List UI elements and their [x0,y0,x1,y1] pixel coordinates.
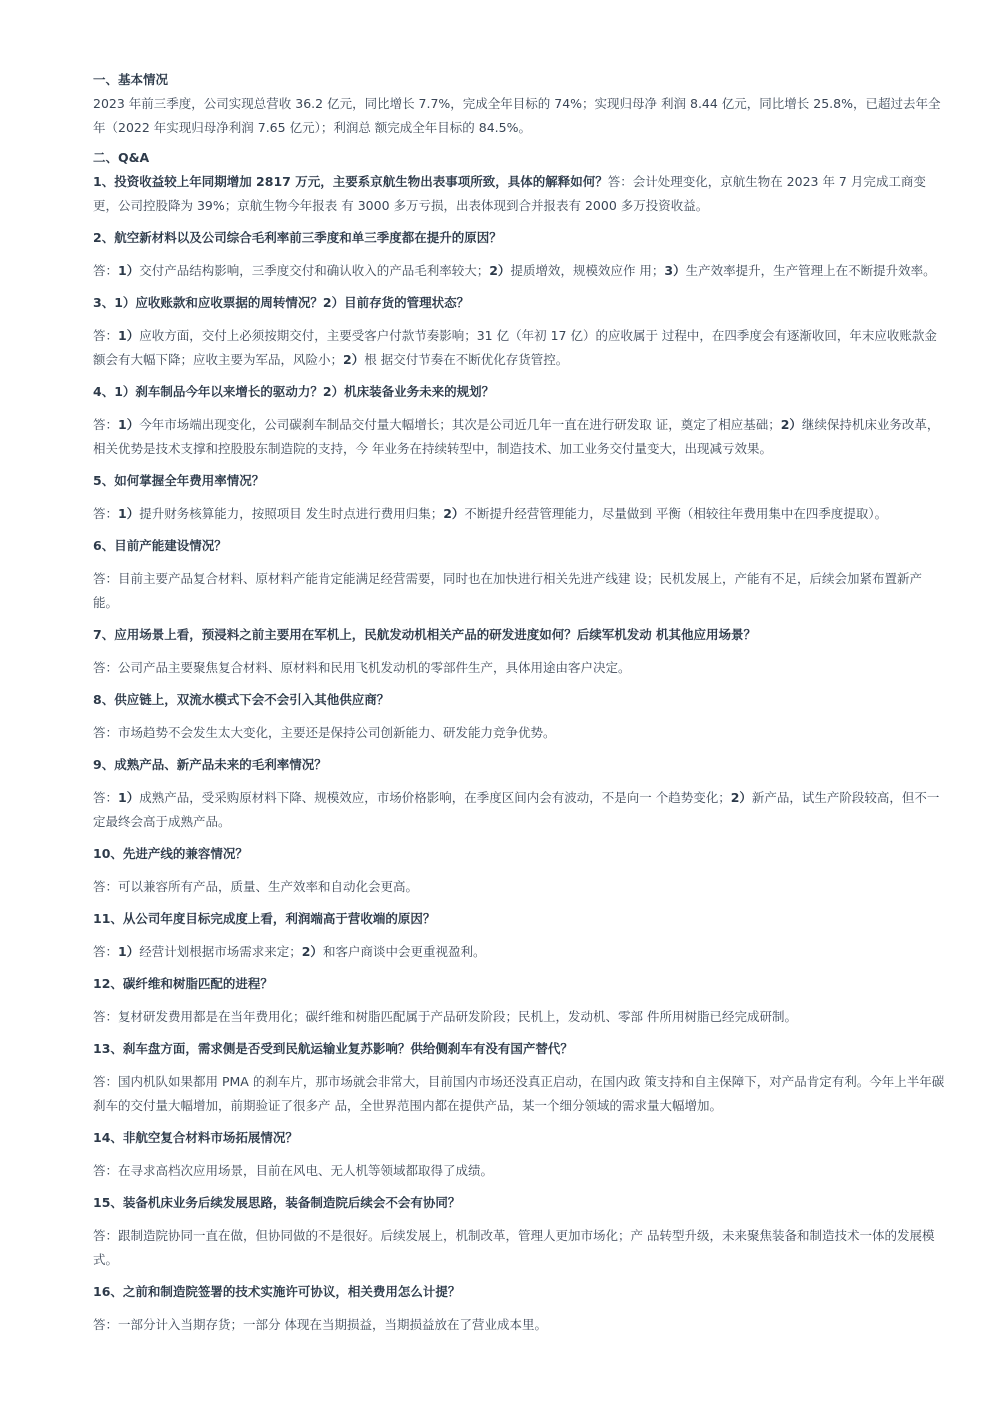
answer-prefix: 答： [93,263,119,278]
answer-10: 答：可以兼容所有产品，质量、生产效率和自动化会更高。 [93,879,419,894]
answer-text: 提质增效，规模效应作 用； [510,263,665,278]
point-marker: 2） [489,263,511,278]
basic-info-paragraph: 2023 年前三季度，公司实现总营收 36.2 亿元，同比增长 7.7%，完成全年目标的 74%；实现归母净 利润 8.44 亿元，同比增长 25.8%，已超过去年全年（2022 年实现归母净利润 7.65 亿元）；利润总 额完成全年目标的 84.5%。 [93,96,941,135]
answer-text: 继续保持机床业务改革，相关优势是技术支撑和控股股东制造院的支持，今 年业务在持续转型中，制造技术、加工业务交付量变大，出现减亏效果。 [93,417,940,456]
section-heading-qa: 二、Q&A [93,150,150,165]
answer-2 [93,259,945,283]
point-marker: 3） [664,263,686,278]
answer-11 [93,940,945,964]
question-4: 4、1）刹车制品今年以来增长的驱动力？2）机床装备业务未来的规划？ [93,384,495,399]
answer-7: 答：公司产品主要聚焦复合材料、原材料和民用飞机发动机的零部件生产，具体用途由客户决定。 [93,660,631,675]
answer-prefix: 答： [93,328,119,343]
point-marker: 1） [118,263,140,278]
point-marker: 2） [730,790,752,805]
answer-text: 不断提升经营管理能力，尽量做到 平衡（相较往年费用集中在四季度提取）。 [464,506,888,521]
question-12: 12、碳纤维和树脂匹配的进程？ [93,976,273,991]
answer-text: 经营计划根据市场需求来定； [139,944,302,959]
answer-text: 应收方面，交付上必须按期交付，主要受客户付款节奏影响；31 亿（年初 17 亿）的应收属于 过程中，在四季度会有逐渐收回，年末应收账款金额会有大幅下降；应收主要为军品，风险小； [93,328,937,367]
question-1: 1、投资收益较上年同期增加 2817 万元，主要系京航生物出表事项所致，具体的解释如何？ [93,174,608,189]
question-15: 15、装备机床业务后续发展思路，装备制造院后续会不会有协同？ [93,1195,461,1210]
question-6: 6、目前产能建设情况？ [93,538,227,553]
question-16: 16、之前和制造院签署的技术实施许可协议，相关费用怎么计提？ [93,1284,461,1299]
point-marker: 1） [118,328,140,343]
question-5: 5、如何掌握全年费用率情况？ [93,473,265,488]
question-9: 9、成熟产品、新产品未来的毛利率情况？ [93,757,327,772]
section-heading-basic: 一、基本情况 [93,72,169,87]
answer-14: 答：在寻求高档次应用场景，目前在风电、无人机等领域都取得了成绩。 [93,1163,494,1178]
answer-text: 交付产品结构影响，三季度交付和确认收入的产品毛利率较大； [139,263,490,278]
question-14: 14、非航空复合材料市场拓展情况？ [93,1130,298,1145]
point-marker: 2） [301,944,323,959]
point-marker: 1） [118,944,140,959]
question-10: 10、先进产线的兼容情况？ [93,846,248,861]
answer-text: 根 据交付节奏在不断优化存货管控。 [364,352,569,367]
document-page [93,68,945,1337]
point-marker: 2） [443,506,465,521]
answer-5 [93,502,945,526]
answer-text: 提升财务核算能力，按照项目 发生时点进行费用归集； [139,506,444,521]
point-marker: 1） [118,790,140,805]
answer-13: 答：国内机队如果都用 PMA 的刹车片，那市场就会非常大，目前国内市场还没真正启动，在国内政 策支持和自主保障下，对产品肯定有利。今年上半年碳刹车的交付量大幅增加，前期验证了很多产 品，全世界范围内都在提供产品，某一个细分领域的需求量大幅增加。 [93,1074,945,1113]
point-marker: 1） [118,506,140,521]
answer-text: 和客户商谈中会更重视盈利。 [322,944,486,959]
answer-prefix: 答： [93,417,119,432]
question-8: 8、供应链上，双流水模式下会不会引入其他供应商？ [93,692,390,707]
point-marker: 2） [343,352,365,367]
answer-9 [93,786,945,834]
answer-prefix: 答： [93,790,119,805]
answer-text: 今年市场端出现变化，公司碳刹车制品交付量大幅增长；其次是公司近几年一直在进行研发取 证，奠定了相应基础； [139,417,781,432]
point-marker: 1） [118,417,140,432]
answer-4 [93,413,945,461]
question-13: 13、刹车盘方面，需求侧是否受到民航运输业复苏影响？供给侧刹车有没有国产替代？ [93,1041,573,1056]
answer-12: 答：复材研发费用都是在当年费用化；碳纤维和树脂匹配属于产品研发阶段；民机上，发动机、零部 件所用树脂已经完成研制。 [93,1009,797,1024]
answer-text: 生产效率提升，生产管理上在不断提升效率。 [685,263,936,278]
question-3: 3、1）应收账款和应收票据的周转情况？2）目前存货的管理状态？ [93,295,470,310]
answer-text: 新产品，试生产阶段较高，但不一定最终会高于成熟产品。 [93,790,940,829]
answer-6: 答：目前主要产品复合材料、原材料产能肯定能满足经营需要，同时也在加快进行相关先进产线建 设；民机发展上，产能有不足，后续会加紧布置新产能。 [93,571,922,610]
answer-prefix: 答： [93,944,119,959]
answer-8: 答：市场趋势不会发生太大变化，主要还是保持公司创新能力、研发能力竞争优势。 [93,725,556,740]
answer-1: 答：会计处理变化，京航生物在 2023 年 7 月完成工商变更，公司控股降为 39%；京航生物今年报表 有 3000 多万亏损，出表体现到合并报表有 2000 多万投资收益。 [93,174,926,213]
answer-3 [93,324,945,372]
point-marker: 2） [780,417,802,432]
answer-prefix: 答： [93,506,119,521]
question-7: 7、应用场景上看，预浸料之前主要用在军机上，民航发动机相关产品的研发进度如何？后续军机发动 机其他应用场景？ [93,627,757,642]
question-2: 2、航空新材料以及公司综合毛利率前三季度和单三季度都在提升的原因？ [93,230,502,245]
question-11: 11、从公司年度目标完成度上看，利润端高于营收端的原因？ [93,911,436,926]
qa-item-1 [93,170,945,218]
answer-16: 答：一部分计入当期存货；一部分 体现在当期损益，当期损益放在了营业成本里。 [93,1317,547,1332]
answer-text: 成熟产品，受采购原材料下降、规模效应，市场价格影响，在季度区间内会有波动，不是向一 个趋势变化； [139,790,731,805]
answer-15: 答：跟制造院协同一直在做，但协同做的不是很好。后续发展上，机制改革，管理人更加市场化；产 品转型升级，未来聚焦装备和制造技术一体的发展模式。 [93,1228,935,1267]
